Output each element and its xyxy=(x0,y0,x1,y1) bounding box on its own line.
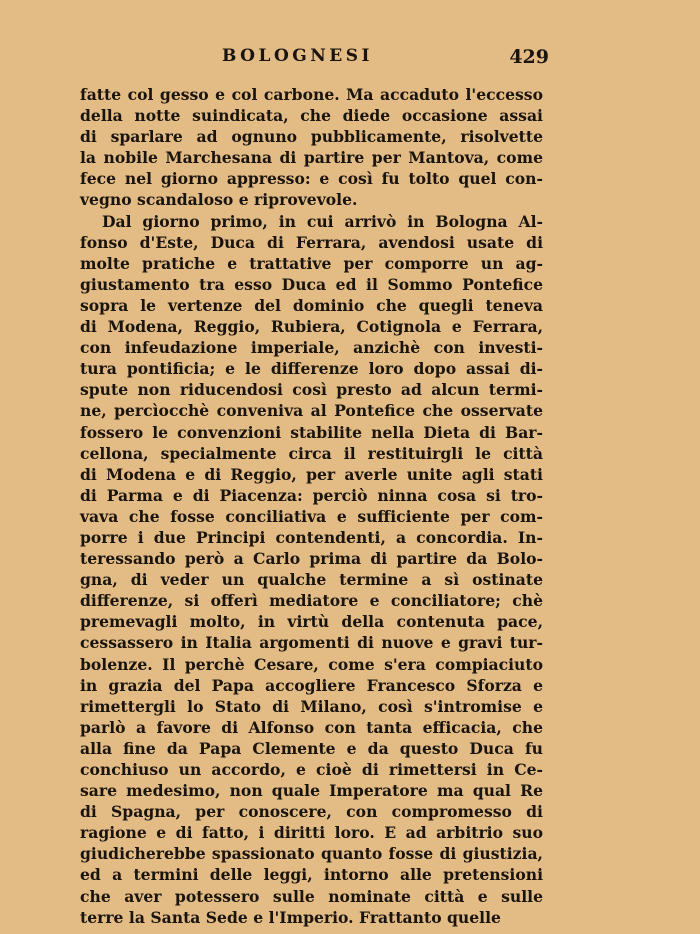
text-line: terre la Santa Sede e l'Imperio. Frattanto quelle xyxy=(80,907,501,927)
text-line: tura pontificia; e le differenze loro dopo assai di- xyxy=(80,359,543,379)
text-line: della notte suindicata, che diede occasione assai xyxy=(80,106,543,126)
paragraph xyxy=(80,84,543,211)
text-line: fonso d'Este, Duca di Ferrara, avendosi usate di xyxy=(80,232,543,252)
text-line: gna, di veder un qualche termine a sì ostinate xyxy=(80,570,543,590)
page-number: 429 xyxy=(509,46,549,68)
text-line: di Spagna, per conoscere, con compromesso di xyxy=(80,802,543,822)
text-line: rimettergli lo Stato di Milano, così s'intromise e xyxy=(80,696,543,716)
text-line: conchiuso un accordo, e cioè di rimettersi in Ce- xyxy=(80,760,543,779)
book-page xyxy=(80,44,549,928)
text-line: sopra le vertenze del dominio che quegli teneva xyxy=(80,295,543,315)
text-line: fatte col gesso e col carbone. Ma accaduto l'eccesso xyxy=(80,85,543,104)
text-line: fece nel giorno appresso: e così fu tolto quel con- xyxy=(80,169,543,189)
text-line: ne, percìocchè conveniva al Pontefice che osservate xyxy=(80,401,543,421)
text-line: cellona, specialmente circa il restituirgli le città xyxy=(80,443,543,463)
text-line: di sparlare ad ognuno pubblicamente, risolvette xyxy=(80,127,543,147)
text-line: vegno scandaloso e riprovevole. xyxy=(80,190,358,210)
text-line: di Parma e di Piacenza: perciò ninna cosa si tro- xyxy=(80,485,543,505)
text-line: differenze, si offerì mediatore e conciliatore; chè xyxy=(80,591,543,611)
text-line: spute non riducendosi così presto ad alcun termi- xyxy=(80,380,543,400)
text-line: bolenze. Il perchè Cesare, come s'era compiaciuto xyxy=(80,654,543,674)
text-line: giustamento tra esso Duca ed il Sommo Pontefice xyxy=(80,274,543,294)
text-line: di Modena e di Reggio, per averle unite agli stati xyxy=(80,464,543,484)
text-line: alla fine da Papa Clemente e da questo Duca fu xyxy=(80,738,543,758)
text-line: con infeudazione imperiale, anzichè con investi- xyxy=(80,338,543,358)
text-line: la nobile Marchesana di partire per Mantova, come xyxy=(80,148,543,168)
text-line: Dal giorno primo, in cui arrivò in Bologna Al- xyxy=(102,211,543,231)
paragraph xyxy=(80,211,543,928)
text-line: molte pratiche e trattative per comporre un ag- xyxy=(80,253,543,273)
text-line: vava che fosse conciliativa e sufficiente per com- xyxy=(80,506,543,526)
text-line: sare medesimo, non quale Imperatore ma qual Re xyxy=(80,781,543,801)
text-line: cessassero in Italia argomenti di nuove e gravi tur- xyxy=(80,633,543,653)
body-text xyxy=(80,84,543,928)
text-line: che aver potessero sulle nominate città e sulle xyxy=(80,886,543,906)
text-line: giudicherebbe spassionato quanto fosse di giustizia, xyxy=(80,844,543,864)
text-line: di Modena, Reggio, Rubiera, Cotignola e Ferrara, xyxy=(80,317,543,337)
text-line: premevagli molto, in virtù della contenuta pace, xyxy=(80,612,543,632)
text-line: in grazia del Papa accogliere Francesco Sforza e xyxy=(80,675,543,695)
text-line: teressando però a Carlo prima di partire da Bolo- xyxy=(80,549,543,569)
text-line: ragione e di fatto, i diritti loro. E ad arbitrio suo xyxy=(80,823,543,843)
text-line: porre i due Principi contendenti, a concordia. In- xyxy=(80,527,543,547)
text-line: parlò a favore di Alfonso con tanta efficacia, che xyxy=(80,717,543,737)
text-line: fossero le convenzioni stabilite nella Dieta di Bar- xyxy=(80,422,543,442)
running-header xyxy=(80,44,549,74)
running-head-title: BOLOGNESI xyxy=(222,46,373,66)
text-line: ed a termini delle leggi, intorno alle pretensioni xyxy=(80,865,543,885)
